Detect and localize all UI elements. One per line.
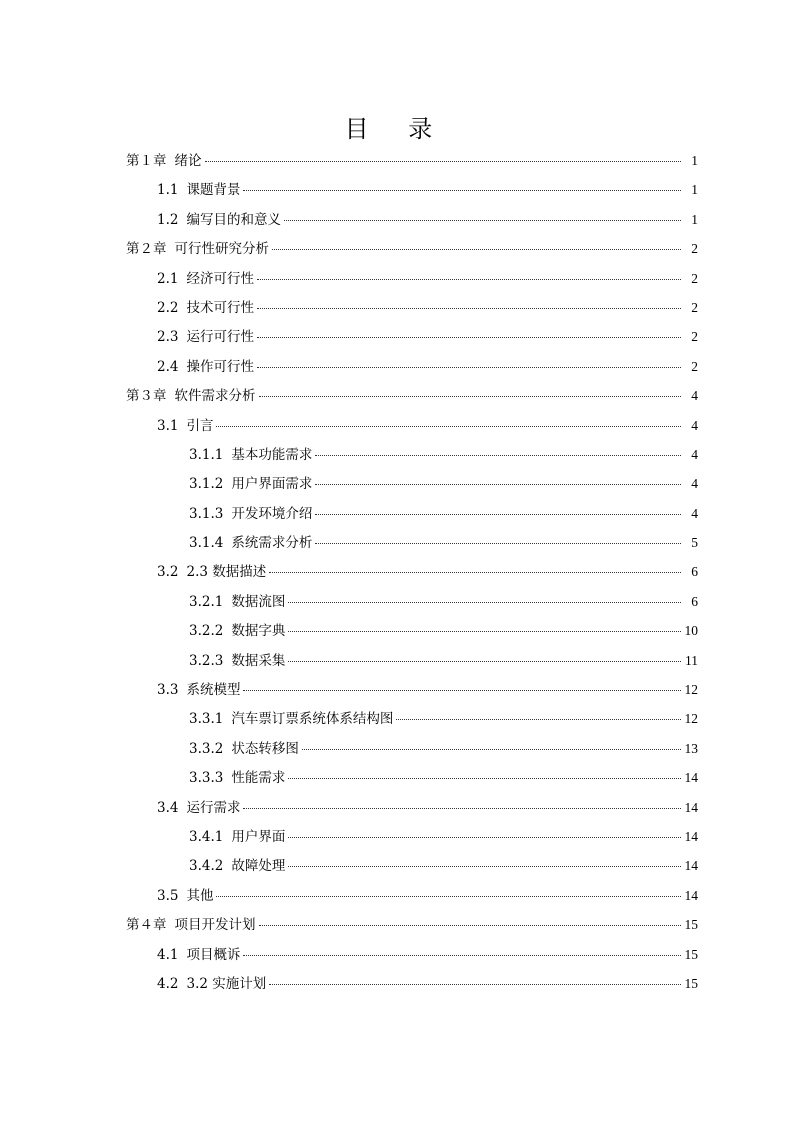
toc-entry-title: 3.2 实施计划 (186, 975, 267, 992)
dot-leader (396, 718, 681, 720)
toc-entry-page-number: 1 (691, 182, 698, 198)
toc-entry-number: 3.1.4 (189, 535, 224, 552)
page-title: 目 录 (344, 115, 449, 143)
toc-entry[interactable] (126, 146, 698, 175)
toc-entry-number: 第３章 (126, 388, 167, 405)
toc-entry-number: 3.5 (157, 887, 179, 904)
toc-entry-page-number: 1 (691, 211, 698, 227)
toc-entry-number: 2.1 (157, 270, 179, 287)
toc-entry-page-number: 5 (691, 535, 698, 551)
toc-entry-title: 系统模型 (186, 682, 241, 699)
dot-leader (205, 160, 682, 162)
toc-entry-number: 3.1.3 (189, 505, 224, 522)
toc-entry-page-number: 15 (684, 975, 698, 991)
dot-leader (257, 366, 681, 368)
toc-entry-title: 操作可行性 (186, 358, 254, 375)
dot-leader (288, 660, 681, 662)
toc-entry-page-number: 2 (691, 358, 698, 374)
toc-entry-number: 3.2 (157, 564, 179, 581)
toc-entry-title: 绪论 (174, 153, 202, 169)
toc-entry-title: 故障处理 (231, 858, 286, 875)
toc-entry-title: 软件需求分析 (174, 388, 256, 405)
toc-entry-page-number: 2 (691, 270, 698, 286)
toc-entry[interactable] (126, 646, 698, 675)
toc-entry-title: 其他 (186, 887, 214, 904)
toc-entry[interactable] (126, 557, 698, 586)
dot-leader (257, 336, 681, 338)
dot-leader (259, 395, 682, 397)
dot-leader (288, 601, 681, 603)
toc-entry-page-number: 12 (684, 682, 698, 698)
toc-entry[interactable] (126, 234, 698, 263)
toc-entry-page-number: 2 (691, 299, 698, 315)
toc-entry-page-number: 4 (691, 476, 698, 492)
toc-entry-number: 3.4 (157, 799, 179, 816)
toc-entry-page-number: 2 (691, 241, 698, 257)
toc-entry[interactable] (126, 499, 698, 528)
dot-leader (243, 954, 681, 956)
toc-entry[interactable] (126, 675, 698, 704)
toc-entry-title: 引言 (186, 417, 214, 434)
dot-leader (288, 865, 681, 867)
toc-entry-title: 开发环境介绍 (231, 505, 313, 522)
toc-entry[interactable] (126, 734, 698, 763)
toc-entry-page-number: 14 (684, 858, 698, 874)
toc-entry-page-number: 4 (691, 417, 698, 433)
toc-entry[interactable] (126, 587, 698, 616)
toc-entry-title: 课题背景 (186, 182, 241, 199)
toc-entry-title: 用户界面需求 (231, 476, 313, 493)
toc-entry[interactable] (126, 763, 698, 792)
toc-entry-title: 状态转移图 (231, 740, 299, 757)
toc-entry-title: 性能需求 (231, 770, 286, 787)
toc-entry[interactable] (126, 322, 698, 351)
toc-entry-page-number: 15 (684, 946, 698, 962)
toc-entry-number: 3.4.1 (189, 828, 224, 845)
dot-leader (243, 807, 681, 809)
toc-entry-number: 3.1 (157, 417, 179, 434)
toc-entry-number: 3.2.1 (189, 593, 224, 610)
toc-entry-number: 第１章 (126, 153, 167, 169)
toc-entry[interactable] (126, 881, 698, 910)
toc-entry-title: 用户界面 (231, 828, 286, 845)
toc-entry[interactable] (126, 469, 698, 498)
toc-entry[interactable] (126, 528, 698, 557)
toc-entry-number: 3.3.3 (189, 770, 224, 787)
toc-entry-number: 3.1.1 (189, 446, 224, 463)
toc-entry-title: 运行可行性 (186, 329, 254, 346)
toc-entry-title: 项目开发计划 (174, 917, 256, 934)
toc-entry[interactable] (126, 969, 698, 998)
toc-entry[interactable] (126, 440, 698, 469)
toc-entry[interactable] (126, 940, 698, 969)
toc-entry-title: 基本功能需求 (231, 446, 313, 463)
toc-entry-number: 3.2.2 (189, 623, 224, 640)
toc-entry-number: 3.4.2 (189, 858, 224, 875)
toc-entry-number: 4.2 (157, 975, 179, 992)
toc-entry[interactable] (126, 381, 698, 410)
toc-entry-number: 1.2 (157, 211, 179, 228)
toc-entry-number: 3.3.1 (189, 711, 224, 728)
toc-entry[interactable] (126, 822, 698, 851)
toc-entry-title: 编写目的和意义 (186, 211, 281, 228)
toc-entry-page-number: 6 (691, 593, 698, 609)
toc-entry[interactable] (126, 851, 698, 880)
toc-entry-title: 经济可行性 (186, 270, 254, 287)
dot-leader (315, 513, 681, 515)
dot-leader (288, 630, 681, 632)
dot-leader (272, 248, 681, 250)
dot-leader (269, 571, 681, 573)
toc-entry-number: 3.3.2 (189, 740, 224, 757)
toc-entry-page-number: 10 (684, 623, 698, 639)
toc-entry-number: 3.3 (157, 682, 179, 699)
toc-entry-title: 项目概诉 (186, 946, 241, 963)
toc-entry[interactable] (126, 352, 698, 381)
toc-entry-title: 数据采集 (231, 652, 286, 669)
dot-leader (269, 983, 681, 985)
toc-entry-title: 可行性研究分析 (174, 241, 269, 258)
toc-entry-number: 第４章 (126, 917, 167, 934)
toc-entry-page-number: 4 (691, 446, 698, 462)
toc-entry-page-number: 4 (691, 505, 698, 521)
toc-entry-number: 3.1.2 (189, 476, 224, 493)
toc-entry-page-number: 14 (684, 770, 698, 786)
dot-leader (288, 836, 681, 838)
dot-leader (257, 307, 681, 309)
toc-entry-page-number: 13 (684, 740, 698, 756)
toc-entry[interactable] (126, 411, 698, 440)
toc-entry[interactable] (126, 264, 698, 293)
toc-entry-title: 技术可行性 (186, 299, 254, 316)
toc-entry[interactable] (126, 205, 698, 234)
toc-entry-page-number: 15 (684, 917, 698, 933)
toc-entry-title: 汽车票订票系统体系结构图 (231, 711, 394, 728)
toc-entry-page-number: 14 (684, 828, 698, 844)
toc-entry[interactable] (126, 293, 698, 322)
toc-entry-page-number: 14 (684, 799, 698, 815)
dot-leader (315, 483, 681, 485)
toc-entry[interactable] (126, 910, 698, 939)
toc-entry-page-number: 1 (691, 153, 698, 168)
table-of-contents (126, 146, 698, 998)
toc-entry-page-number: 2 (691, 329, 698, 345)
toc-entry[interactable] (126, 175, 698, 204)
toc-entry-page-number: 11 (685, 652, 698, 668)
dot-leader (216, 895, 681, 897)
toc-entry-title: 系统需求分析 (231, 535, 313, 552)
toc-entry-number: 3.2.3 (189, 652, 224, 669)
dot-leader (257, 278, 681, 280)
dot-leader (243, 689, 681, 691)
toc-entry[interactable] (126, 704, 698, 733)
toc-entry-number: 2.4 (157, 358, 179, 375)
toc-entry-title: 2.3 数据描述 (186, 564, 267, 581)
toc-entry-number: 1.1 (157, 182, 179, 199)
toc-entry-title: 运行需求 (186, 799, 241, 816)
dot-leader (284, 219, 681, 221)
toc-entry[interactable] (126, 616, 698, 645)
toc-entry[interactable] (126, 793, 698, 822)
dot-leader (216, 425, 681, 427)
dot-leader (302, 748, 681, 750)
dot-leader (315, 542, 681, 544)
dot-leader (315, 454, 681, 456)
toc-entry-page-number: 4 (691, 388, 698, 404)
toc-entry-page-number: 12 (684, 711, 698, 727)
toc-entry-page-number: 14 (684, 887, 698, 903)
toc-entry-page-number: 6 (691, 564, 698, 580)
toc-entry-number: 4.1 (157, 946, 179, 963)
toc-entry-title: 数据流图 (231, 593, 286, 610)
dot-leader (243, 189, 681, 191)
toc-entry-title: 数据字典 (231, 623, 286, 640)
toc-entry-number: 2.3 (157, 329, 179, 346)
dot-leader (259, 924, 682, 926)
toc-entry-number: 第２章 (126, 241, 167, 258)
dot-leader (288, 777, 681, 779)
toc-entry-number: 2.2 (157, 299, 179, 316)
